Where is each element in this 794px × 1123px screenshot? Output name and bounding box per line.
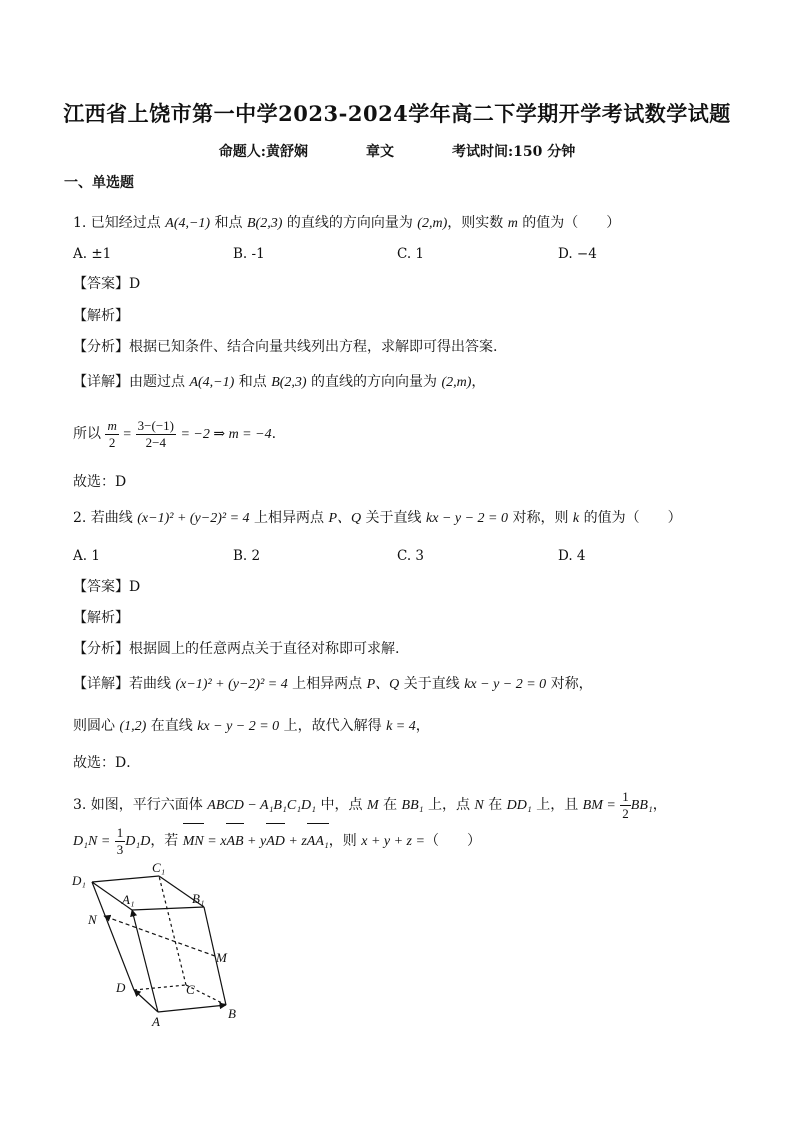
q1-stem: 1. 已知经过点 A(4,−1) 和点 B(2,3) 的直线的方向向量为 (2,m)，则实数 m 的值为（ ） bbox=[73, 215, 621, 231]
q1-answer: 【答案】D bbox=[73, 276, 141, 292]
q1-option-a: A. ±1 bbox=[73, 246, 112, 262]
q3-fraction-third: $\frac{1}{3}$ bbox=[116, 824, 124, 857]
label-d: D bbox=[116, 980, 126, 995]
q3-stem-line1: 3. 如图，平行六面体 ABCD − A₁B₁C₁D₁ 中，点 M 在 BB₁ 上，点 N 在 DD₁ 上，且 BM = $\frac{1}{2}$ BB₁， bbox=[73, 788, 667, 821]
q1-option-d: D. −4 bbox=[558, 246, 597, 262]
q1-fraction-1: $\frac{m}{2}$ bbox=[107, 417, 117, 450]
q1-option-b: B. -1 bbox=[233, 246, 265, 262]
q2-analysis-label: 【解析】 bbox=[73, 610, 129, 626]
label-c1: C₁ bbox=[152, 860, 166, 875]
label-m: M bbox=[216, 950, 227, 965]
q1-choose: 故选：D bbox=[73, 474, 127, 490]
edge-b1a1 bbox=[132, 907, 204, 910]
q1-derivation: 所以 $\frac{m}{2}$ = $\frac{3-(-1)}{2-4}$ = −2 ⇒ m = −4. bbox=[73, 417, 277, 450]
edge-dc bbox=[134, 985, 186, 990]
q3-fraction-half: $\frac{1}{2}$ bbox=[622, 788, 629, 821]
label-c: C bbox=[186, 982, 195, 997]
q1-fenxi: 【分析】根据已知条件、结合向量共线列出方程，求解即可得出答案. bbox=[73, 339, 498, 355]
q2-option-a: A. 1 bbox=[73, 548, 100, 564]
q2-curve: (x−1)² + (y−2)² = 4 bbox=[137, 511, 250, 526]
q2-line: kx − y − 2 = 0 bbox=[426, 511, 508, 526]
vector-ad bbox=[134, 990, 158, 1012]
reviewer-label: 章文 bbox=[365, 144, 394, 160]
label-a: A bbox=[152, 1014, 160, 1029]
q2-option-d: D. 4 bbox=[558, 548, 586, 564]
label-n: N bbox=[88, 912, 97, 927]
q2-center: 则圆心 (1,2) 在直线 kx − y − 2 = 0 上，故代入解得 k = 4， bbox=[73, 718, 430, 734]
q1-vector: (2,m) bbox=[417, 216, 448, 231]
vector-mn bbox=[104, 916, 215, 956]
page-title: 江西省上饶市第一中学2023-2024学年高二下学期开学考试数学试题 bbox=[63, 101, 731, 126]
q2-answer: 【答案】D bbox=[73, 579, 141, 595]
edge-d1c1 bbox=[92, 876, 159, 882]
q1-point-a: A(4,−1) bbox=[165, 216, 211, 231]
section-heading: 一、单选题 bbox=[64, 175, 134, 191]
q1-var: m bbox=[507, 216, 518, 231]
exam-time-label: 考试时间:150 分钟 bbox=[451, 144, 576, 160]
q1-fraction-2: $\frac{3-(-1)}{2-4}$ bbox=[137, 417, 174, 450]
label-b: B bbox=[228, 1006, 236, 1021]
q2-choose: 故选：D． bbox=[73, 755, 141, 771]
label-a1: A₁ bbox=[122, 892, 135, 907]
q1-detail: 【详解】由题过点 A(4,−1) 和点 B(2,3) 的直线的方向向量为 (2,m)， bbox=[73, 374, 486, 390]
author-label: 命题人:黄舒娴 bbox=[218, 144, 308, 160]
q2-fenxi: 【分析】根据圆上的任意两点关于直径对称即可求解. bbox=[73, 641, 400, 657]
q1-point-b: B(2,3) bbox=[247, 216, 283, 231]
vector-ab bbox=[158, 1005, 226, 1012]
label-b1: B₁ bbox=[192, 891, 205, 906]
q1-analysis-label: 【解析】 bbox=[73, 308, 129, 324]
q1-option-c: C. 1 bbox=[397, 246, 425, 262]
label-d1: D₁ bbox=[72, 873, 86, 888]
q2-stem: 2. 若曲线 (x−1)² + (y−2)² = 4 上相异两点 P、Q 关于直线 kx − y − 2 = 0 对称，则 k 的值为（ ） bbox=[73, 510, 682, 526]
q2-detail: 【详解】若曲线 (x−1)² + (y−2)² = 4 上相异两点 P、Q 关于直线 kx − y − 2 = 0 对称， bbox=[73, 676, 593, 692]
q2-option-c: C. 3 bbox=[397, 548, 425, 564]
q2-option-b: B. 2 bbox=[233, 548, 261, 564]
vector-aa1 bbox=[132, 910, 158, 1012]
q3-stem-line2: D₁N = $\frac{1}{3}$ D₁D，若 MN = xAB + yAD + zAA₁，则 x + y + z =（ ） bbox=[73, 823, 481, 860]
parallelepiped-figure bbox=[64, 860, 254, 1035]
exam-info bbox=[0, 141, 794, 161]
